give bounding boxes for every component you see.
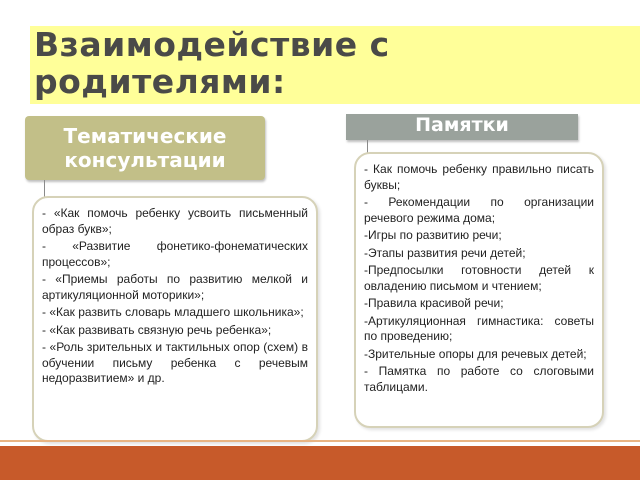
consultations-list [32, 196, 318, 442]
header-thematic-consultations [25, 116, 265, 180]
list-item: - Памятка по работе со слоговыми таблицами. [364, 364, 594, 394]
list-item: - Как помочь ребенку правильно писать буквы; [364, 162, 594, 192]
list-item: -Артикуляционная гимнастика: советы по проведению; [364, 313, 594, 343]
list-item: - Рекомендации по организации речевого режима дома; [364, 195, 594, 225]
header-memos: Памятки [346, 114, 578, 140]
list-item: -Этапы развития речи детей; [364, 245, 526, 260]
memos-list [354, 152, 604, 428]
list-item: - «Приемы работы по развитию мелкой и артикуляционной моторики»; [42, 272, 308, 302]
list-item: -Правила красивой речи; [364, 296, 504, 310]
list-item: - «Роль зрительных и тактильных опор (схем) в обучении письму ребенка с речевым недоразвитием» и др. [42, 340, 308, 385]
list-item: - «Развитие фонетико-фонематических процессов»; [42, 239, 308, 269]
footer-accent-line [0, 440, 640, 442]
list-item: -Игры по развитию речи; [364, 228, 502, 242]
list-item: - «Как развить словарь младшего школьника»; [42, 305, 304, 319]
footer-bar [0, 446, 640, 480]
list-item: -Предпосылки готовности детей к овладению письмом и чтением; [364, 263, 594, 293]
list-item: - «Как развивать связную речь ребенка»; [42, 322, 272, 337]
header-thematic-consultations-label: Тематические консультации [63, 124, 227, 172]
slide-title: Взаимодействие с родителями: [34, 25, 390, 101]
list-item: -Зрительные опоры для речевых детей; [364, 346, 587, 361]
list-item: - «Как помочь ребенку усвоить письменный образ букв»; [42, 206, 308, 236]
